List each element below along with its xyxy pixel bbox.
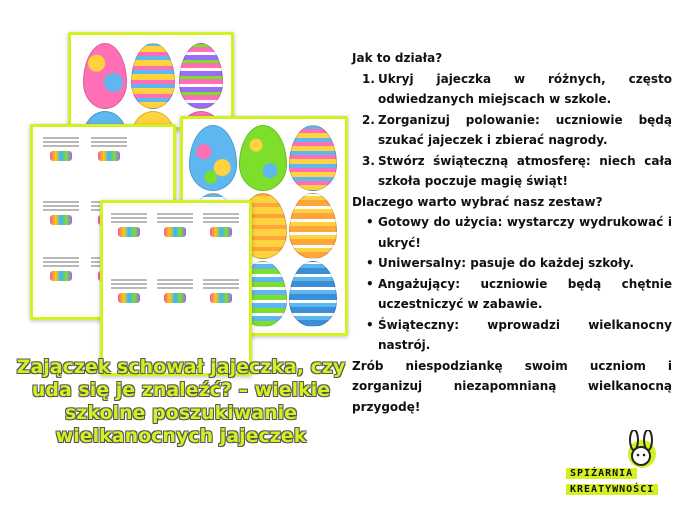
clue-card bbox=[39, 199, 83, 255]
benefit-item: • Świąteczny: wprowadzi wielkanocny nastrój. bbox=[366, 317, 672, 352]
benefit-item: • Angażujący: uczniowie będą chętnie uczestniczyć w zabawie. bbox=[366, 276, 672, 311]
clue-card bbox=[39, 255, 83, 311]
brand-line-2: KREATYWNOŚCI bbox=[566, 484, 658, 495]
closing-text: Zrób niespodziankę swoim uczniom i zorganizuj niezapomnianą wielkanocną przygodę! bbox=[352, 358, 672, 414]
product-preview bbox=[0, 0, 345, 520]
brand-logo bbox=[566, 430, 670, 506]
clue-card bbox=[107, 277, 151, 333]
egg-image bbox=[289, 261, 337, 327]
description-panel bbox=[352, 48, 672, 417]
clue-card bbox=[199, 211, 243, 267]
clue-card bbox=[199, 277, 243, 333]
why-heading: Dlaczego warto wybrać nasz zestaw? bbox=[352, 194, 603, 209]
step-item: 3. Stwórz świąteczną atmosferę: niech cała szkoła poczuje magię świąt! bbox=[362, 153, 672, 188]
steps-list bbox=[352, 69, 672, 192]
benefits-list bbox=[352, 212, 672, 356]
egg-image bbox=[189, 125, 237, 191]
egg-image bbox=[289, 193, 337, 259]
clue-card bbox=[153, 211, 197, 267]
egg-image bbox=[289, 125, 337, 191]
egg-image bbox=[83, 43, 127, 109]
card-sheet-front bbox=[100, 200, 252, 376]
egg-image bbox=[131, 43, 175, 109]
clue-card bbox=[153, 277, 197, 333]
egg-image bbox=[179, 43, 223, 109]
how-heading: Jak to działa? bbox=[352, 51, 443, 65]
brand-line-1: SPIŻARNIA bbox=[566, 468, 637, 479]
benefit-item: • Gotowy do użycia: wystarczy wydrukować i ukryć! bbox=[366, 215, 672, 250]
product-title: Zajączek schował jajeczka, czy uda się je znaleźć? – wielkie szkolne poszukiwanie wielkanocnych jajeczek bbox=[16, 356, 346, 447]
step-item: 1. Ukryj jajeczka w różnych, często odwiedzanych miejscach w szkole. bbox=[362, 71, 672, 106]
step-item: 2. Zorganizuj polowanie: uczniowie będą szukać jajeczek i zbierać nagrody. bbox=[362, 112, 672, 147]
clue-card bbox=[39, 135, 83, 191]
clue-card bbox=[107, 211, 151, 267]
benefit-item: • Uniwersalny: pasuje do każdej szkoły. bbox=[366, 256, 634, 270]
clue-card bbox=[87, 135, 131, 191]
egg-image bbox=[239, 125, 287, 191]
